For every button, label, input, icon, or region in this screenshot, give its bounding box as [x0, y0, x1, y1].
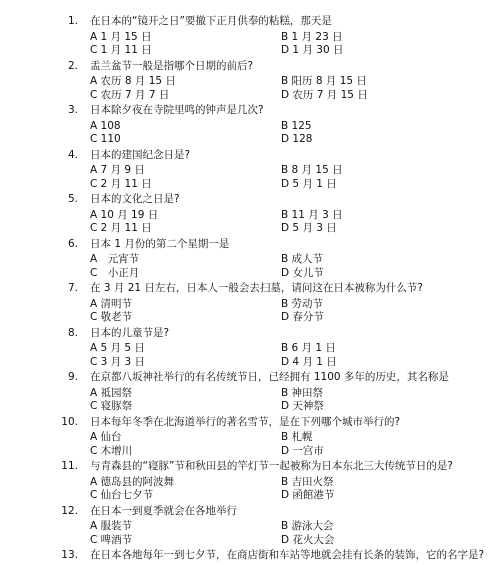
option-c: C 啤酒节 — [90, 533, 133, 546]
question-line — [0, 13, 500, 31]
option-d: D 天神祭 — [281, 400, 324, 412]
question-1 — [0, 13, 500, 58]
option-row — [0, 400, 500, 414]
option-row — [0, 133, 500, 147]
option-a: A 仙台 — [90, 431, 122, 443]
option-a: A 清明节 — [90, 297, 133, 310]
question-line — [0, 458, 500, 476]
question-10 — [0, 414, 500, 459]
question-number: 11. — [61, 460, 78, 472]
question-text: 在日本一到夏季就会在各地举行 — [90, 504, 237, 517]
option-row — [0, 120, 500, 134]
question-8 — [0, 325, 500, 370]
question-text: 在日本的“镜开之日”要撤下正月供奉的粘糕，那天是 — [90, 15, 332, 27]
option-b: B 6 月 1 日 — [281, 342, 336, 354]
question-11 — [0, 458, 500, 503]
option-d: D 5 月 1 日 — [281, 177, 337, 190]
question-text: 在 3 月 21 日左右，日本人一般会去扫墓，请问这在日本被称为什么节? — [90, 282, 423, 294]
option-row — [0, 520, 500, 534]
option-c: C 3 月 3 日 — [90, 355, 146, 368]
question-text: 日本每年冬季在北海道举行的著名雪节，是在下列哪个城市举行的? — [90, 415, 401, 428]
question-line — [0, 369, 500, 387]
option-c: C 小正月 — [90, 266, 140, 279]
option-row — [0, 267, 500, 281]
option-row — [0, 209, 500, 223]
question-7 — [0, 280, 500, 325]
question-number: 2. — [67, 59, 78, 72]
option-row — [0, 489, 500, 503]
option-a: A 108 — [90, 119, 121, 132]
option-row — [0, 387, 500, 401]
option-d: D 5 月 3 日 — [281, 222, 337, 234]
option-row — [0, 298, 500, 312]
option-c: C 2 月 11 日 — [90, 222, 152, 234]
option-b: B 札幌 — [281, 431, 313, 443]
question-line — [0, 280, 500, 298]
question-line — [0, 236, 500, 254]
option-a: A 元宵节 — [90, 253, 140, 265]
option-d: D 1 月 30 日 — [281, 44, 344, 56]
option-row — [0, 342, 500, 356]
question-line — [0, 191, 500, 209]
option-row — [0, 476, 500, 490]
option-a: A 德岛县的阿波舞 — [90, 475, 175, 488]
option-c: C 农历 7 月 7 日 — [90, 88, 170, 101]
option-row — [0, 534, 500, 548]
option-row — [0, 44, 500, 58]
option-c: C 110 — [90, 133, 121, 145]
option-d: D 花火大会 — [281, 533, 335, 546]
option-a: A 1 月 15 日 — [90, 30, 152, 43]
option-row — [0, 89, 500, 103]
question-9 — [0, 369, 500, 414]
question-12 — [0, 503, 500, 548]
option-b: B 游泳大会 — [281, 520, 334, 532]
option-c: C 1 月 11 日 — [90, 44, 152, 56]
question-number: 1. — [67, 15, 78, 27]
option-c: C 敬老节 — [90, 311, 133, 323]
question-number: 10. — [61, 415, 78, 428]
question-line — [0, 147, 500, 165]
question-text: 日本的建国纪念日是? — [90, 148, 191, 161]
option-d: D 4 月 1 日 — [281, 355, 337, 368]
option-d: D 函館港节 — [281, 489, 335, 501]
option-d: D 女儿节 — [281, 266, 324, 279]
option-row — [0, 311, 500, 325]
question-number: 7. — [67, 282, 78, 294]
question-number: 3. — [67, 104, 78, 116]
question-text: 盂兰盆节一般是指哪个日期的前后? — [90, 59, 254, 72]
option-b: B 神田祭 — [281, 386, 324, 399]
option-row — [0, 178, 500, 192]
option-row — [0, 164, 500, 178]
option-c: C 寝豚祭 — [90, 400, 133, 412]
question-number: 13. — [61, 549, 78, 561]
question-2 — [0, 58, 500, 103]
question-number: 4. — [67, 148, 78, 161]
option-row — [0, 222, 500, 236]
option-b: B 吉田火祭 — [281, 475, 334, 488]
question-text: 日本的文化之日是? — [90, 193, 180, 205]
question-line — [0, 547, 500, 565]
option-a: A 祗园祭 — [90, 386, 133, 399]
option-b: B 11 月 3 日 — [281, 208, 343, 221]
option-row — [0, 431, 500, 445]
question-text: 与青森县的“寝豚”节和秋田县的竿灯节一起被称为日本东北三大传统节日的是? — [90, 460, 453, 472]
question-text: 在日本各地每年一到七夕节，在商店街和车站等地就会挂有长条的装饰，它的名字是? — [90, 549, 485, 561]
option-b: B 阳历 8 月 15 日 — [281, 75, 367, 87]
question-text: 日本除夕夜在寺院里鸣的钟声是几次? — [90, 104, 264, 116]
option-d: D 春分节 — [281, 311, 324, 323]
question-text: 在京都八坂神社举行的有名传统节日，已经拥有 1100 多年的历史，其名称是 — [90, 371, 449, 383]
option-c: C 木增川 — [90, 444, 133, 457]
option-d: D 一宫市 — [281, 444, 324, 457]
option-row — [0, 356, 500, 370]
question-number: 8. — [67, 326, 78, 339]
question-number: 6. — [67, 237, 78, 250]
option-b: B 8 月 15 日 — [281, 164, 343, 176]
option-a: A 5 月 5 日 — [90, 342, 145, 354]
option-d: D 农历 7 月 15 日 — [281, 88, 368, 101]
option-b: B 1 月 23 日 — [281, 30, 343, 43]
question-line — [0, 414, 500, 432]
question-3 — [0, 102, 500, 147]
option-row — [0, 445, 500, 459]
option-c: C 2 月 11 日 — [90, 177, 152, 190]
option-a: A 7 月 9 日 — [90, 164, 145, 176]
question-line — [0, 102, 500, 120]
question-5 — [0, 191, 500, 236]
option-b: B 125 — [281, 119, 312, 132]
option-row — [0, 75, 500, 89]
question-text: 日本 1 月份的第二个星期一是 — [90, 237, 230, 250]
question-line — [0, 325, 500, 343]
question-13 — [0, 547, 500, 565]
option-row — [0, 31, 500, 45]
option-a: A 农历 8 月 15 日 — [90, 75, 176, 87]
question-number: 12. — [61, 504, 78, 517]
question-number: 9. — [67, 371, 78, 383]
option-c: C 仙台七夕节 — [90, 489, 154, 501]
option-row — [0, 253, 500, 267]
question-number: 5. — [67, 193, 78, 205]
question-line — [0, 503, 500, 521]
question-4 — [0, 147, 500, 192]
option-a: A 10 月 19 日 — [90, 208, 159, 221]
option-b: B 成人节 — [281, 253, 324, 265]
question-6 — [0, 236, 500, 281]
question-text: 日本的儿童节是? — [90, 326, 170, 339]
option-d: D 128 — [281, 133, 313, 145]
option-b: B 劳动节 — [281, 297, 324, 310]
question-line — [0, 58, 500, 76]
option-a: A 服装节 — [90, 520, 133, 532]
